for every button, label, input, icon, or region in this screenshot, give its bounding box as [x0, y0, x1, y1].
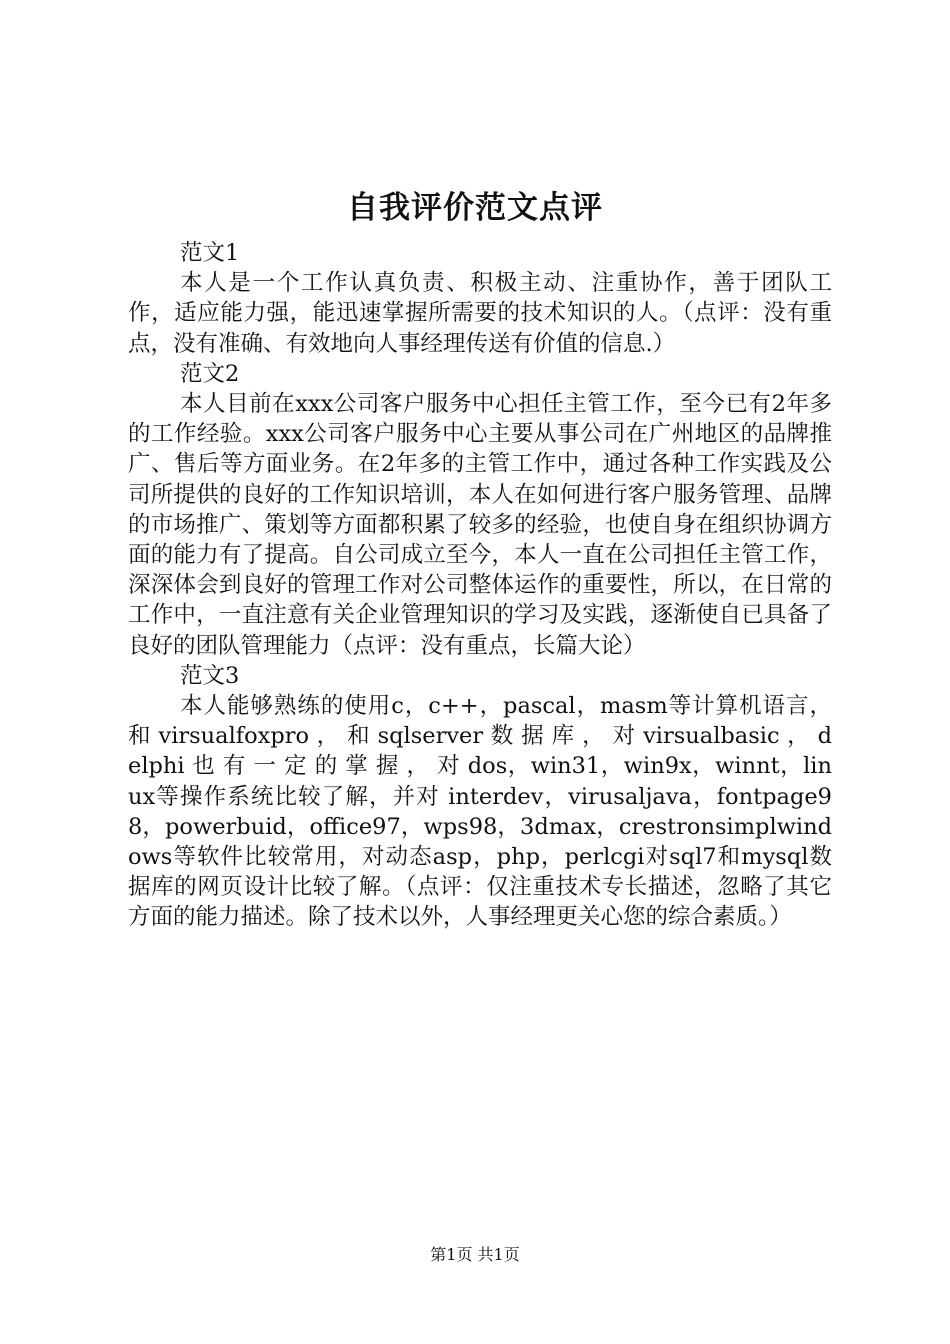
section-paragraph: 本人能够熟练的使用c，c++，pascal，masm等计算机语言，和 virsualfoxpro ， 和 sqlserver 数 据 库 ， 对 virsualbasic ， delphi 也 有 一 定 的 掌 握 ， 对 dos，win31，win9x，winnt，linux等操作系统比较了解，并对 interdev，virusaljava，fontpage98，powerbuid，office97，wps98，3dmax，crestronsimplwindows等软件比较常用，对动态asp，php，perlcgi对sql7和mysql数据库的网页设计比较了解。（点评：仅注重技术专长描述，忽略了其它方面的能力描述。除了技术以外，人事经理更关心您的综合素质。） — [128, 693, 832, 931]
section-heading: 范文3 — [180, 662, 240, 689]
section-paragraph: 本人目前在xxx公司客户服务中心担任主管工作，至今已有2年多的工作经验。xxx公司客户服务中心主要从事公司在广州地区的品牌推广、售后等方面业务。在2年多的主管工作中，通过各种工作实践及公司所提供的良好的工作知识培训，本人在如何进行客户服务管理、品牌的市场推广、策划等方面都积累了较多的经验，也使自身在组织协调方面的能力有了提高。自公司成立至今，本人一直在公司担任主管工作，深深体会到良好的管理工作对公司整体运作的重要性，所以，在日常的工作中，一直注意有关企业管理知识的学习及实践，逐渐使自已具备了良好的团队管理能力（点评：没有重点，长篇大论） — [128, 391, 832, 659]
document-body — [128, 238, 832, 933]
document-title: 自我评价范文点评 — [347, 190, 603, 226]
section-heading: 范文2 — [180, 360, 240, 387]
section-paragraph: 本人是一个工作认真负责、积极主动、注重协作，善于团队工作，适应能力强，能迅速掌握所需要的技术知识的人。（点评：没有重点，没有准确、有效地向人事经理传送有价值的信息.） — [128, 270, 832, 357]
section-heading: 范文1 — [180, 240, 240, 266]
page-footer: 第1页 共1页 — [430, 1245, 520, 1264]
